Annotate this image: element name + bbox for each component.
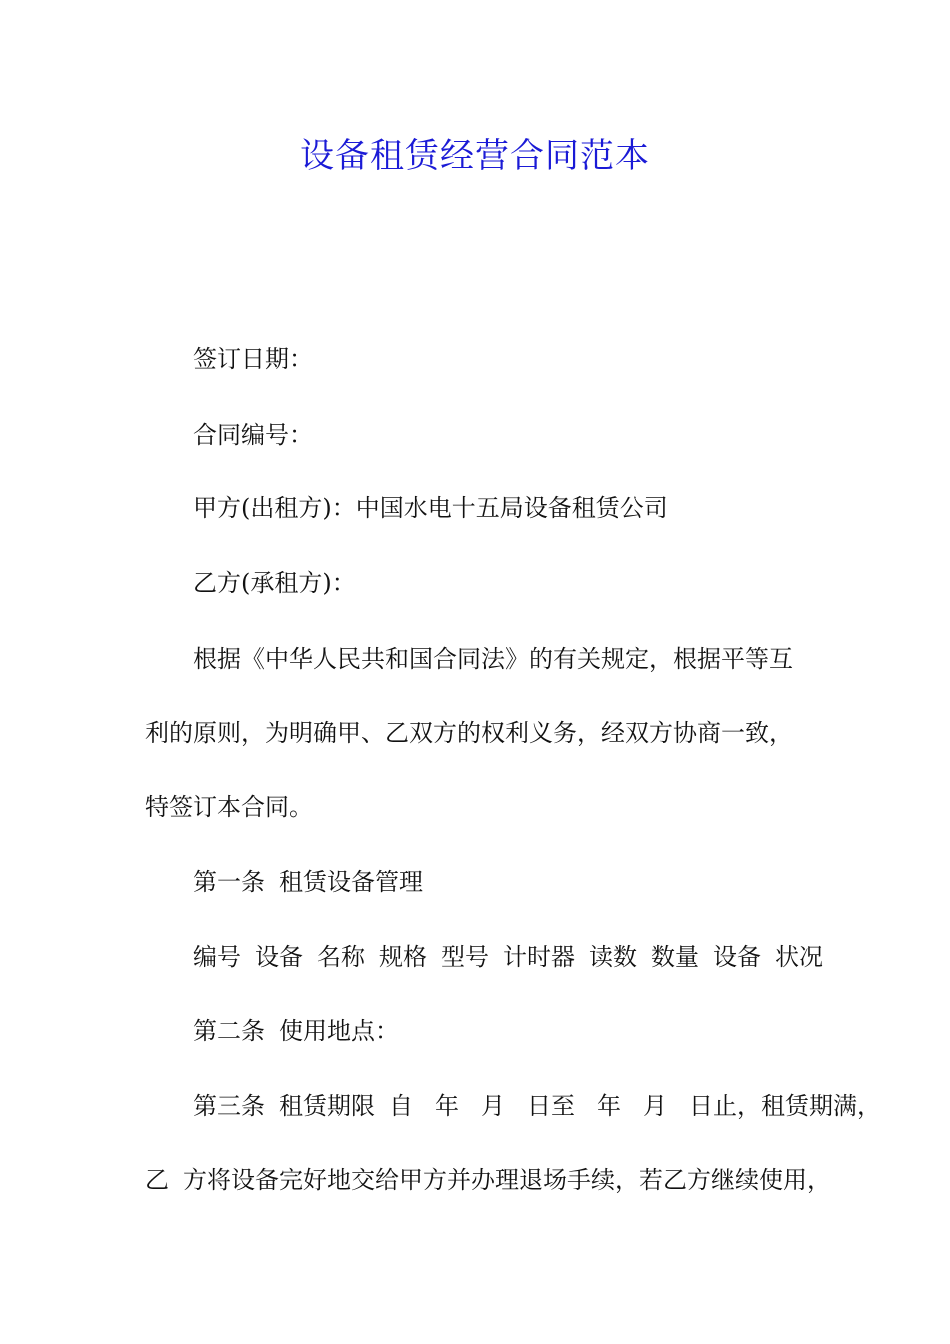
article-3-part: 年	[435, 1092, 459, 1120]
table-header-cell: 规格	[379, 943, 427, 971]
table-header-cell: 计时器	[503, 943, 575, 971]
article-3-part: 月	[481, 1092, 505, 1120]
article-2-label: 第二条	[193, 1017, 265, 1045]
party-b-line: 乙方(承租方)：	[193, 569, 356, 597]
article-3-label: 第三条	[193, 1092, 265, 1120]
party-a-line: 甲方(出租方)：中国水电十五局设备租赁公司	[193, 494, 668, 522]
article-3-part: 自	[389, 1092, 413, 1120]
article-3-cont-text: 方将设备完好地交给甲方并办理退场手续，若乙方继续使用，	[183, 1166, 831, 1194]
article-1-line	[193, 866, 423, 898]
table-header-cell: 状况	[775, 943, 823, 971]
table-header-cell: 设备	[713, 943, 761, 971]
table-header-cell: 读数	[589, 943, 637, 971]
article-3-part: 月	[643, 1092, 667, 1120]
article-1-text: 租赁设备管理	[279, 868, 423, 896]
article-3-part: 日至	[527, 1092, 575, 1120]
document-title: 设备租赁经营合同范本	[300, 136, 650, 176]
table-header-cell: 编号	[193, 943, 241, 971]
preamble-line-3: 特签订本合同。	[145, 793, 313, 821]
article-3-line	[193, 1090, 881, 1122]
article-1-label: 第一条	[193, 868, 265, 896]
table-header-cell: 设备	[255, 943, 303, 971]
table-header-cell: 数量	[651, 943, 699, 971]
equipment-table-header	[193, 941, 823, 973]
article-3-part: 日止，租赁期满，	[689, 1092, 881, 1120]
sign-date-line: 签订日期：	[193, 345, 313, 373]
article-2-text: 使用地点：	[279, 1017, 399, 1045]
table-header-cell: 型号	[441, 943, 489, 971]
preamble-line-1: 根据《中华人民共和国合同法》的有关规定，根据平等互	[193, 645, 793, 673]
article-2-line	[193, 1015, 399, 1047]
contract-number-line: 合同编号：	[193, 421, 313, 449]
article-3-part: 年	[597, 1092, 621, 1120]
article-3-continuation	[145, 1164, 831, 1196]
article-3-cont-prefix: 乙	[145, 1166, 169, 1194]
preamble-line-2: 利的原则，为明确甲、乙双方的权利义务，经双方协商一致，	[145, 719, 793, 747]
table-header-cell: 名称	[317, 943, 365, 971]
article-3-term: 租赁期限	[279, 1092, 375, 1120]
